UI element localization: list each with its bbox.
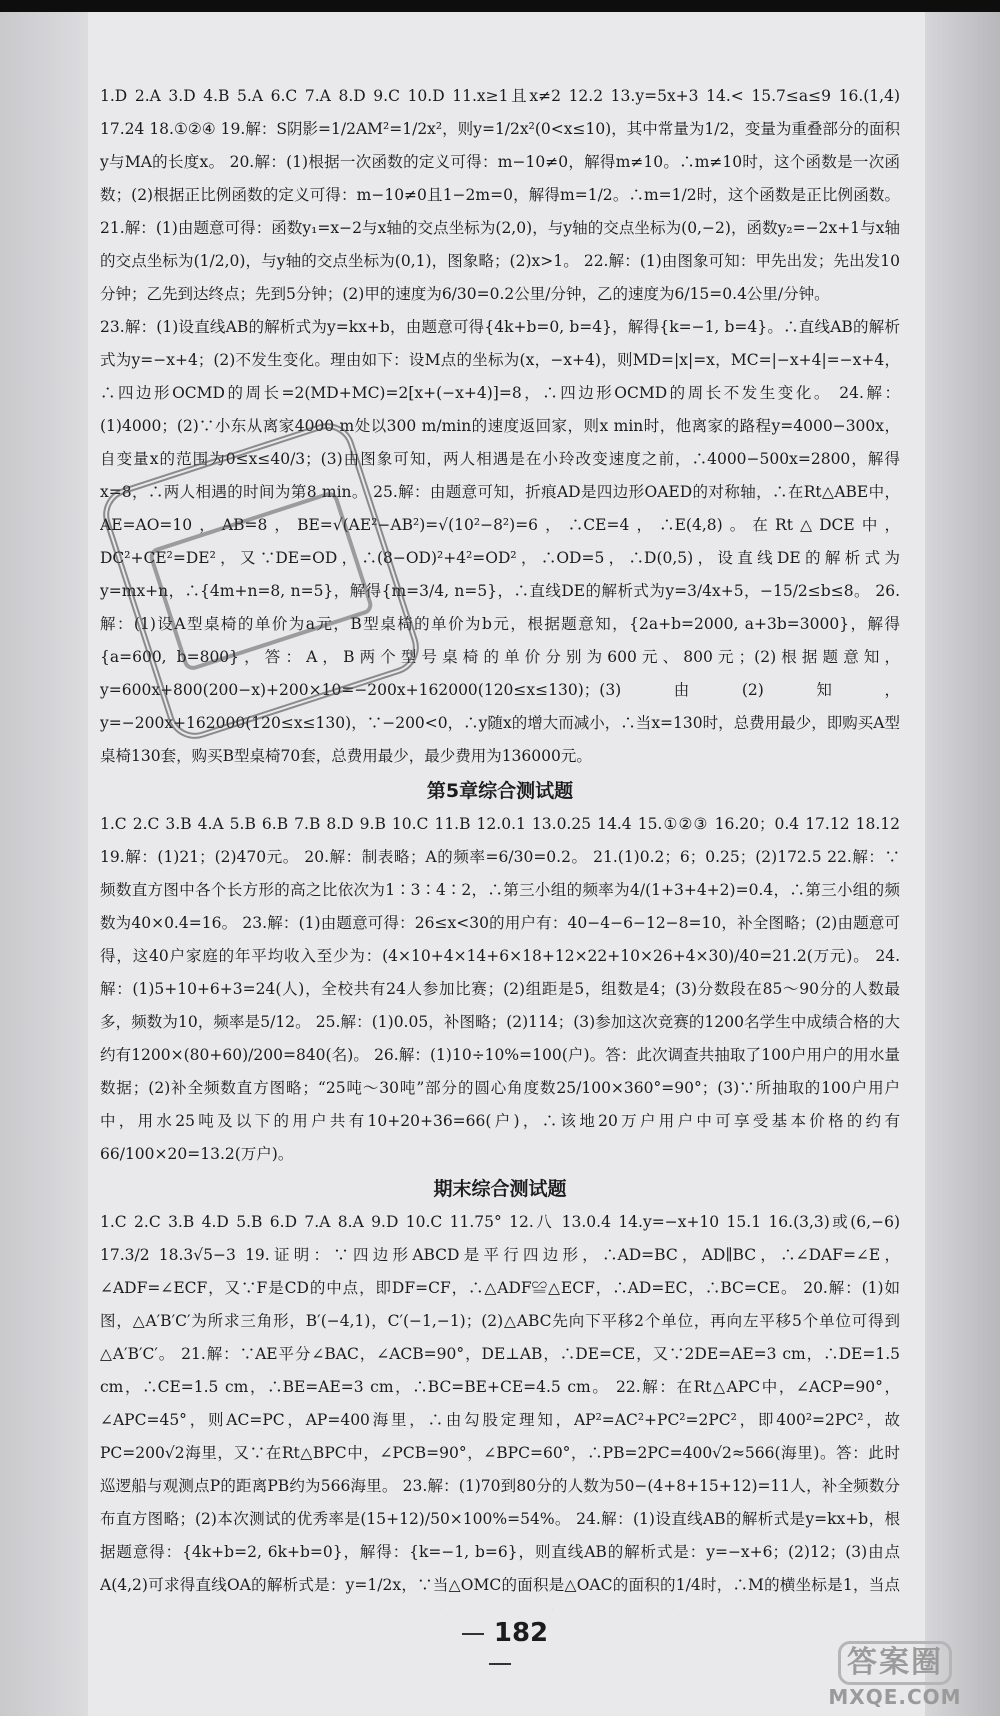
page-number-text: 182	[493, 1618, 549, 1648]
section-chapter-4-answers	[100, 80, 900, 773]
dash-left	[462, 1633, 484, 1635]
top-edge-shadow	[0, 0, 1000, 12]
section-title-chapter-5: 第5章综合测试题	[426, 780, 574, 802]
site-watermark	[800, 1640, 990, 1710]
right-page-margin	[925, 12, 1000, 1716]
watermark-logo-text: 答案圈	[838, 1641, 952, 1685]
page-number	[440, 1618, 560, 1678]
answers-chapter-4-part-1: 1.D 2.A 3.D 4.B 5.A 6.C 7.A 8.D 9.C 10.D 11.x≥1且x≠2 12.2 13.y=5x+3 14.< 15.7≤a≤9 16.(1,4) 17.24 18.①②④ 19.解：S阴影=1/2AM²=1/2x²，则y=1/2x²(0<x≤10)，其中常量为1/2，变量为重叠部分的面积y与MA的长度x。 20.解：(1)根据一次函数的定义可得：m−10≠0，解得m≠10。∴m≠10时，这个函数是一次函数；(2)根据正比例函数的定义可得：m−10≠0且1−2m=0，解得m=1/2。∴m=1/2时，这个函数是正比例函数。 21.解：(1)由题意可得：函数y₁=x−2与x轴的交点坐标为(2,0)，与y轴的交点坐标为(0,−2)，函数y₂=−2x+1与x轴的交点坐标为(1/2,0)，与y轴的交点坐标为(0,1)，图象略；(2)x>1。 22.解：(1)由图象可知：甲先出发；先出发10分钟；乙先到达终点；先到5分钟；(2)甲的速度为6/30=0.2公里/分钟，乙的速度为6/15=0.4公里/分钟。	[100, 87, 900, 303]
answer-page	[100, 80, 900, 1610]
dash-right	[489, 1663, 511, 1665]
section-final-test	[100, 1173, 900, 1610]
section-chapter-5-test	[100, 775, 900, 1171]
answers-final-test: 1.C 2.C 3.B 4.D 5.B 6.D 7.A 8.A 9.D 10.C 11.75° 12.八 13.0.4 14.y=−x+10 15.1 16.(3,3)或(6,−6) 17.3/2 18.3√5−3 19.证明：∵四边形ABCD是平行四边形，∴AD=BC，AD∥BC，∴∠DAF=∠E，∠ADF=∠ECF，又∵F是CD的中点，即DF=CF，∴△ADF≌△ECF，∴AD=EC，∴BC=CE。 20.解：(1)如图，△A′B′C′为所求三角形，B′(−4,1)，C′(−1,−1)；(2)△ABC先向下平移2个单位，再向左平移5个单位可得到△A′B′C′。 21.解：∵AE平分∠BAC，∠ACB=90°，DE⊥AB，∴DE=CE，又∵2DE=AE=3 cm，∴DE=1.5 cm，∴CE=1.5 cm，∴BE=AE=3 cm，∴BC=BE+CE=4.5 cm。 22.解：在Rt△APC中，∠ACP=90°，∠APC=45°，则AC=PC，AP=400海里，∴由勾股定理知，AP²=AC²+PC²=2PC²，即400²=2PC²，故PC=200√2海里，又∵在Rt△BPC中，∠PCB=90°，∠BPC=60°，∴PB=2PC=400√2≈566(海里)。答：此时巡逻船与观测点P的距离PB约为566海里。 23.解：(1)70到80分的人数为50−(4+8+15+12)=11人，补全频数分布直方图略；(2)本次测试的优秀率是(15+12)/50×100%=54%。 24.解：(1)设直线AB的解析式是y=kx+b，根据题意得：{4k+b=2, 6k+b=0}，解得：{k=−1, b=6}，则直线AB的解析式是：y=−x+6；(2)12；(3)由点A(4,2)可求得直线OA的解析式是：y=1/2x，∵当△OMC的面积是△OAC的面积的1/4时，∴M的横坐标是1，当点	[100, 1213, 900, 1594]
answers-chapter-5: 1.C 2.C 3.B 4.A 5.B 6.B 7.B 8.D 9.B 10.C 11.B 12.0.1 13.0.25 14.4 15.①②③ 16.20；0.4 17.12 18.12 19.解：(1)21；(2)470元。 20.解：制表略；A的频率=6/30=0.2。 21.(1)0.2；6；0.25；(2)172.5 22.解：∵频数直方图中各个长方形的高之比依次为1∶3∶4∶2，∴第三小组的频率为4/(1+3+4+2)=0.4，∴第三小组的频数为40×0.4=16。 23.解：(1)由题意可得：26≤x<30的用户有：40−4−6−12−8=10，补全图略；(2)由题意可得，这40户家庭的年平均收入至少为：(4×10+4×14+6×18+12×22+10×26+4×30)/40=21.2(万元)。 24.解：(1)5+10+6+3=24(人)，全校共有24人参加比赛；(2)组距是5，组数是4；(3)分数段在85～90分的人数最多，频数为10，频率是5/12。 25.解：(1)0.05，补图略；(2)114；(3)参加这次竞赛的1200名学生中成绩合格的大约有1200×(80+60)/200=840(名)。 26.解：(1)10÷10%=100(户)。答：此次调查共抽取了100户用户的用水量数据；(2)补全频数直方图略；“25吨～30吨”部分的圆心角度数25/100×360°=90°；(3)∵所抽取的100户用户中，用水25吨及以下的用户共有10+20+36=66(户)，∴该地20万户用户中可享受基本价格的约有66/100×20=13.2(万户)。	[100, 815, 900, 1163]
answers-chapter-4-part-2: 23.解：(1)设直线AB的解析式为y=kx+b，由题意可得{4k+b=0, b=4}，解得{k=−1, b=4}。∴直线AB的解析式为y=−x+4；(2)不发生变化。理由如下：设M点的坐标为(x，−x+4)，则MD=|x|=x，MC=|−x+4|=−x+4，∴四边形OCMD的周长=2(MD+MC)=2[x+(−x+4)]=8，∴四边形OCMD的周长不发生变化。 24.解：(1)4000；(2)∵小东从离家4000 m处以300 m/min的速度返回家，则x min时，他离家的路程y=4000−300x，自变量x的范围为0≤x≤40/3；(3)由图象可知，两人相遇是在小玲改变速度之前，∴4000−500x=2800，解得x=8，∴两人相遇的时间为第8 min。 25.解：由题意可知，折痕AD是四边形OAED的对称轴，∴在Rt△ABE中，AE=AO=10，AB=8，BE=√(AE²−AB²)=√(10²−8²)=6，∴CE=4，∴E(4,8)。在Rt△DCE中，DC²+CE²=DE²，又∵DE=OD，∴(8−OD)²+4²=OD²，∴OD=5，∴D(0,5)，设直线DE的解析式为y=mx+n，∴{4m+n=8, n=5}，解得{m=3/4, n=5}，∴直线DE的解析式为y=3/4x+5，−15/2≤b≤8。 26.解：(1)设A型桌椅的单价为a元，B型桌椅的单价为b元，根据题意知，{2a+b=2000, a+3b=3000}，解得{a=600, b=800}，答：A，B两个型号桌椅的单价分别为600元、800元；(2)根据题意知，y=600x+800(200−x)+200×10=−200x+162000(120≤x≤130)；(3)由(2)知，y=−200x+162000(120≤x≤130)，∵−200<0，∴y随x的增大而减小，∴当x=130时，总费用最少，即购买A型桌椅130套，购买B型桌椅70套，总费用最少，最少费用为136000元。	[100, 318, 900, 765]
watermark-site-text: MXQE.COM	[828, 1685, 962, 1709]
left-page-margin	[0, 12, 88, 1716]
section-title-final-test: 期末综合测试题	[433, 1178, 567, 1200]
